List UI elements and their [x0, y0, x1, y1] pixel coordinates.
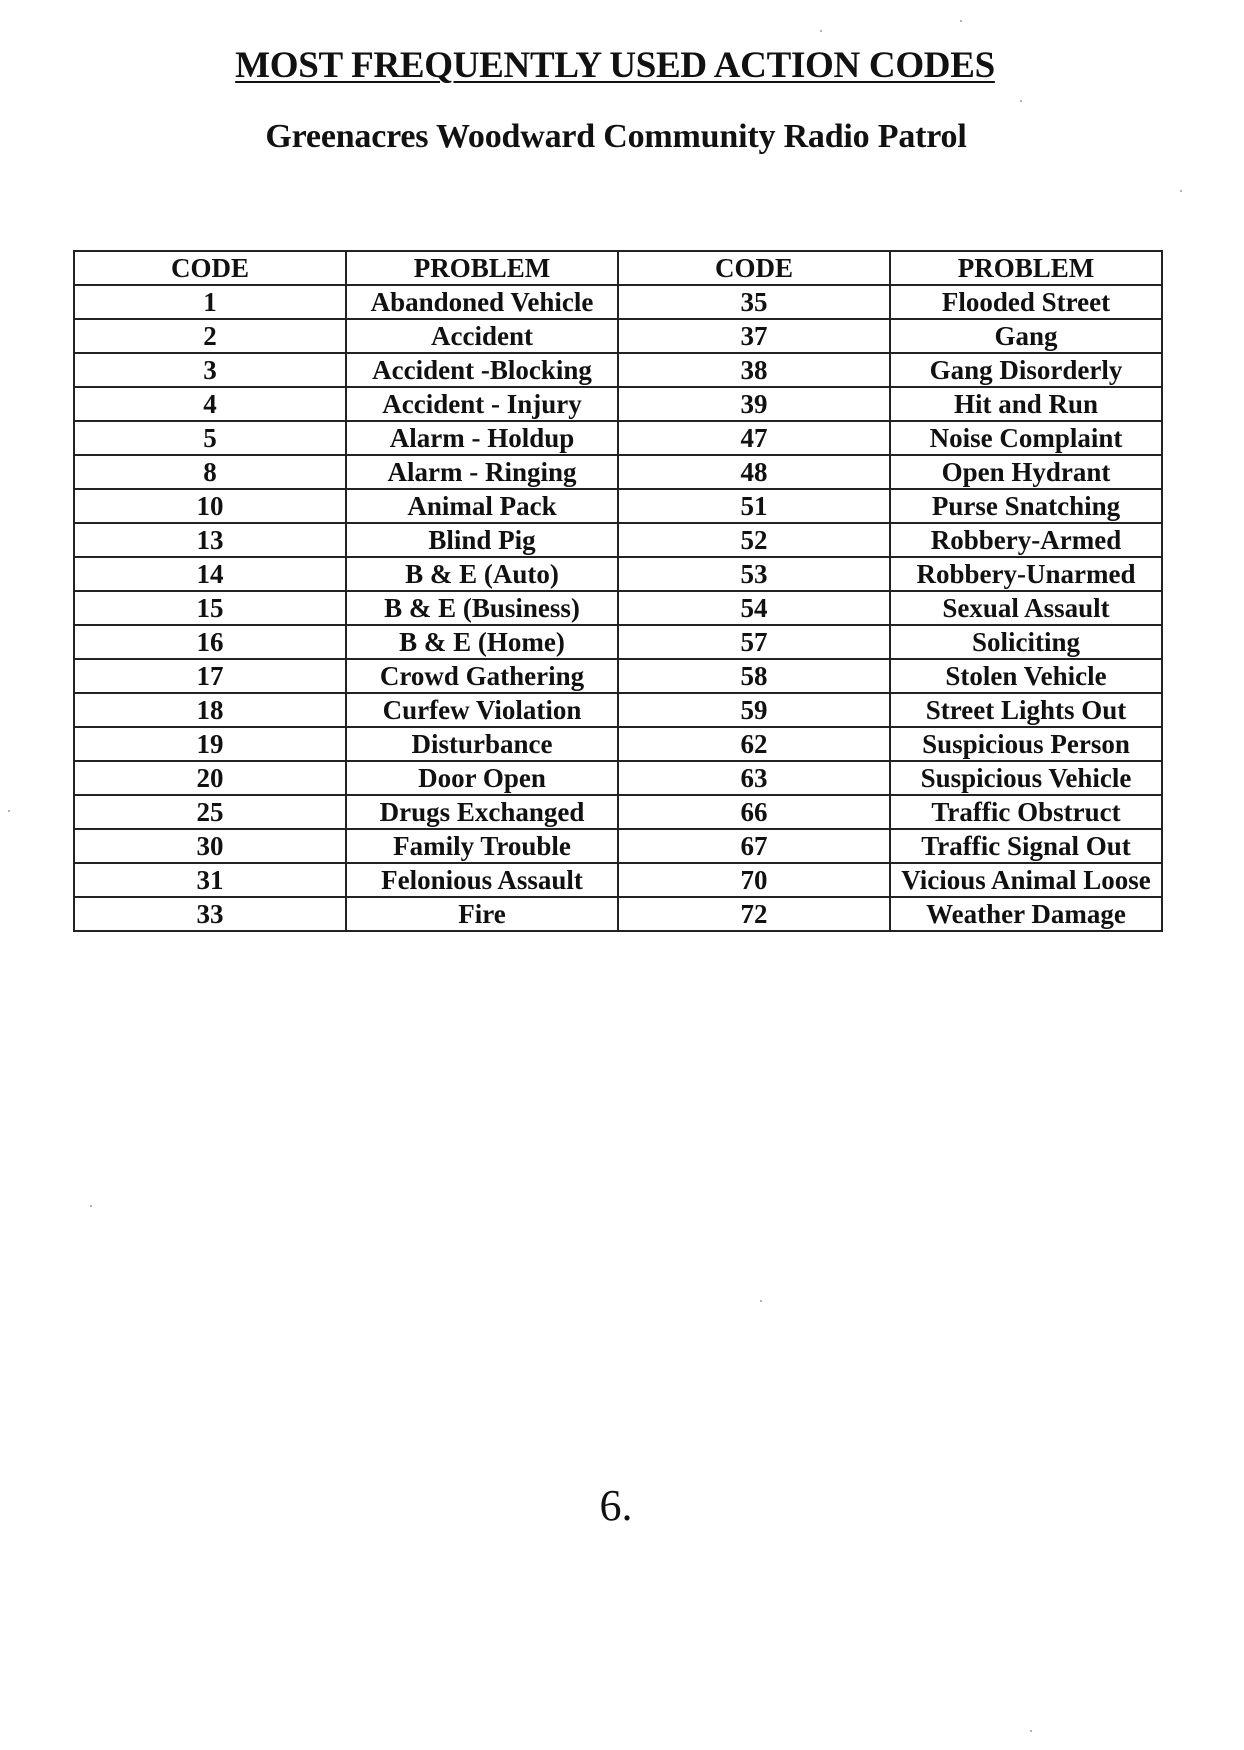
problem-cell: Flooded Street	[890, 285, 1162, 319]
problem-cell: B & E (Business)	[346, 591, 618, 625]
problem-cell: Traffic Signal Out	[890, 829, 1162, 863]
table-row	[74, 557, 1162, 591]
code-cell: 8	[74, 455, 346, 489]
column-header-problem: PROBLEM	[346, 251, 618, 285]
problem-cell: Robbery-Armed	[890, 523, 1162, 557]
problem-cell: Traffic Obstruct	[890, 795, 1162, 829]
code-cell: 52	[618, 523, 890, 557]
table-row	[74, 285, 1162, 319]
document-title: MOST FREQUENTLY USED ACTION CODES	[235, 45, 995, 86]
table-row	[74, 421, 1162, 455]
code-cell: 67	[618, 829, 890, 863]
table-row	[74, 353, 1162, 387]
code-cell: 57	[618, 625, 890, 659]
problem-cell: Felonious Assault	[346, 863, 618, 897]
column-header-code: CODE	[618, 251, 890, 285]
code-cell: 39	[618, 387, 890, 421]
code-cell: 38	[618, 353, 890, 387]
problem-cell: Accident - Injury	[346, 387, 618, 421]
problem-cell: Curfew Violation	[346, 693, 618, 727]
problem-cell: Stolen Vehicle	[890, 659, 1162, 693]
problem-cell: Fire	[346, 897, 618, 931]
table-row	[74, 455, 1162, 489]
table-row	[74, 659, 1162, 693]
table-row	[74, 319, 1162, 353]
problem-cell: Blind Pig	[346, 523, 618, 557]
code-cell: 25	[74, 795, 346, 829]
code-cell: 19	[74, 727, 346, 761]
problem-cell: B & E (Home)	[346, 625, 618, 659]
table-row	[74, 523, 1162, 557]
problem-cell: Suspicious Vehicle	[890, 761, 1162, 795]
code-cell: 70	[618, 863, 890, 897]
problem-cell: Weather Damage	[890, 897, 1162, 931]
table-row	[74, 591, 1162, 625]
problem-cell: Hit and Run	[890, 387, 1162, 421]
problem-cell: Alarm - Holdup	[346, 421, 618, 455]
scan-speck	[1020, 100, 1022, 102]
code-cell: 3	[74, 353, 346, 387]
table-row	[74, 795, 1162, 829]
code-cell: 20	[74, 761, 346, 795]
problem-cell: Noise Complaint	[890, 421, 1162, 455]
code-cell: 66	[618, 795, 890, 829]
code-cell: 10	[74, 489, 346, 523]
problem-cell: Door Open	[346, 761, 618, 795]
table-row	[74, 727, 1162, 761]
code-cell: 33	[74, 897, 346, 931]
problem-cell: Suspicious Person	[890, 727, 1162, 761]
table-header-row	[74, 251, 1162, 285]
code-cell: 58	[618, 659, 890, 693]
scan-speck	[960, 20, 962, 22]
code-cell: 54	[618, 591, 890, 625]
problem-cell: Vicious Animal Loose	[890, 863, 1162, 897]
problem-cell: Family Trouble	[346, 829, 618, 863]
problem-cell: Alarm - Ringing	[346, 455, 618, 489]
scan-speck	[8, 810, 10, 812]
scan-speck	[90, 1205, 92, 1207]
table-row	[74, 489, 1162, 523]
code-cell: 1	[74, 285, 346, 319]
table-row	[74, 387, 1162, 421]
problem-cell: Drugs Exchanged	[346, 795, 618, 829]
table-row	[74, 761, 1162, 795]
problem-cell: Purse Snatching	[890, 489, 1162, 523]
problem-cell: Disturbance	[346, 727, 618, 761]
code-cell: 31	[74, 863, 346, 897]
document-subtitle: Greenacres Woodward Community Radio Patrol	[265, 118, 967, 155]
table-row	[74, 693, 1162, 727]
code-cell: 5	[74, 421, 346, 455]
table-body	[74, 285, 1162, 931]
problem-cell: Crowd Gathering	[346, 659, 618, 693]
problem-cell: Accident -Blocking	[346, 353, 618, 387]
code-cell: 53	[618, 557, 890, 591]
code-cell: 72	[618, 897, 890, 931]
problem-cell: B & E (Auto)	[346, 557, 618, 591]
code-cell: 62	[618, 727, 890, 761]
code-cell: 13	[74, 523, 346, 557]
code-cell: 37	[618, 319, 890, 353]
problem-cell: Sexual Assault	[890, 591, 1162, 625]
code-cell: 16	[74, 625, 346, 659]
code-cell: 18	[74, 693, 346, 727]
problem-cell: Abandoned Vehicle	[346, 285, 618, 319]
code-cell: 4	[74, 387, 346, 421]
table-row	[74, 863, 1162, 897]
problem-cell: Gang Disorderly	[890, 353, 1162, 387]
code-cell: 2	[74, 319, 346, 353]
problem-cell: Animal Pack	[346, 489, 618, 523]
problem-cell: Open Hydrant	[890, 455, 1162, 489]
problem-cell: Soliciting	[890, 625, 1162, 659]
code-cell: 59	[618, 693, 890, 727]
problem-cell: Gang	[890, 319, 1162, 353]
scan-speck	[820, 30, 822, 32]
page-number: 6.	[599, 1481, 633, 1530]
problem-cell: Robbery-Unarmed	[890, 557, 1162, 591]
problem-cell: Street Lights Out	[890, 693, 1162, 727]
code-cell: 15	[74, 591, 346, 625]
table-row	[74, 897, 1162, 931]
action-codes-table	[73, 250, 1163, 932]
code-cell: 63	[618, 761, 890, 795]
scan-speck	[1030, 1730, 1032, 1732]
column-header-problem: PROBLEM	[890, 251, 1162, 285]
table-row	[74, 829, 1162, 863]
code-cell: 35	[618, 285, 890, 319]
code-cell: 14	[74, 557, 346, 591]
code-cell: 17	[74, 659, 346, 693]
column-header-code: CODE	[74, 251, 346, 285]
scan-speck	[760, 1300, 762, 1302]
code-cell: 30	[74, 829, 346, 863]
code-cell: 47	[618, 421, 890, 455]
scan-speck	[1180, 190, 1182, 192]
code-cell: 51	[618, 489, 890, 523]
problem-cell: Accident	[346, 319, 618, 353]
code-cell: 48	[618, 455, 890, 489]
table-row	[74, 625, 1162, 659]
